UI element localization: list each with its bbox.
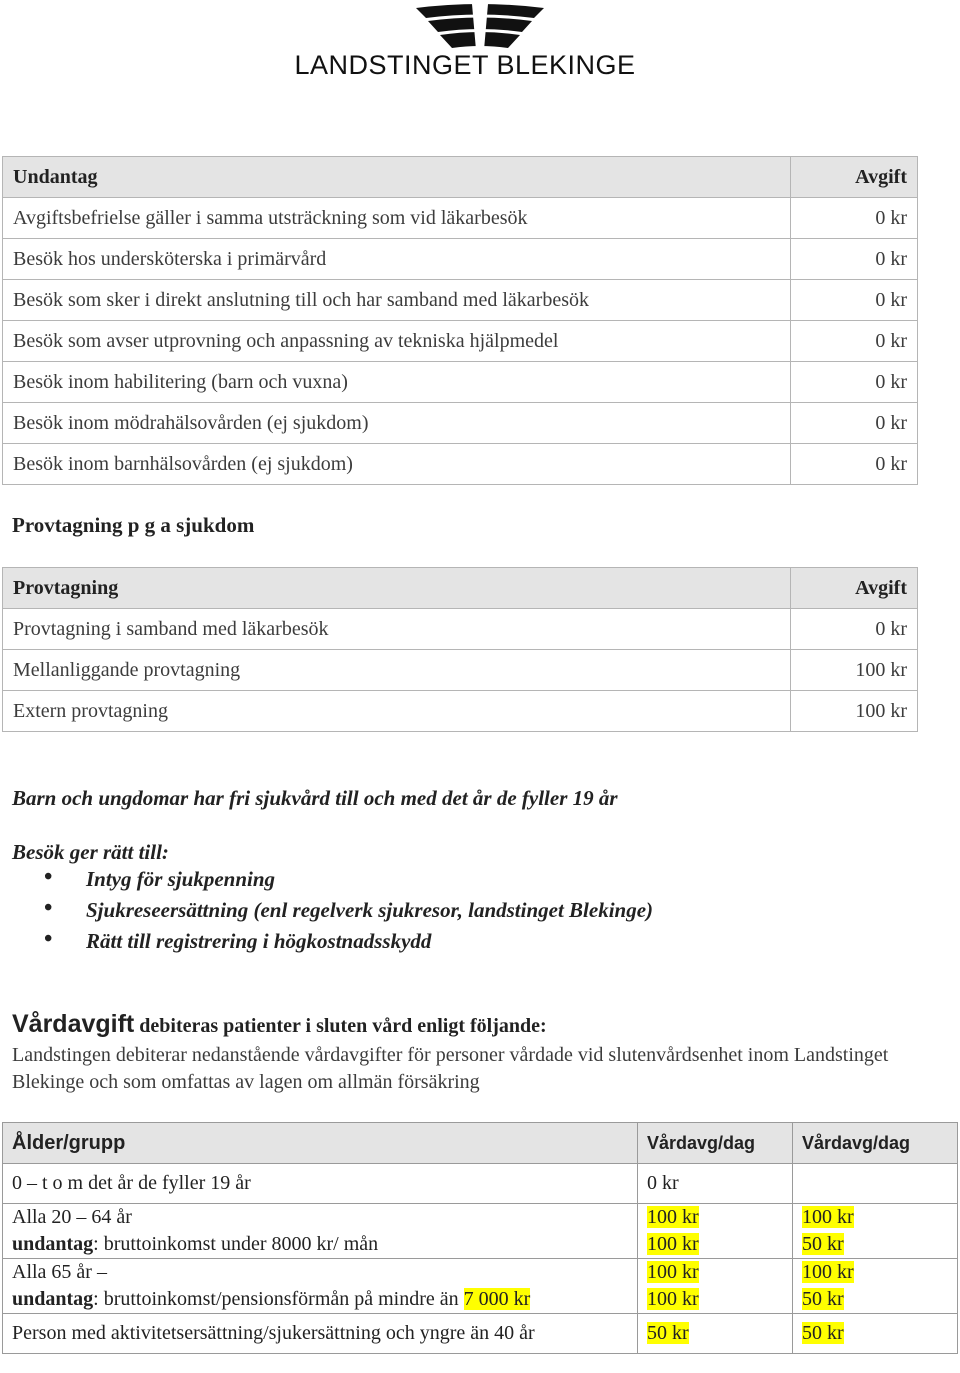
table-header-row <box>3 1123 958 1164</box>
row-label: Besök hos undersköterska i primärvård <box>3 239 791 280</box>
row-fee: 100 kr <box>791 650 918 691</box>
provtagning-table <box>2 567 918 732</box>
vardavgift-table <box>2 1122 958 1354</box>
row-label: Provtagning i samband med läkarbesök <box>3 609 791 650</box>
header-undantag: Undantag <box>3 157 791 198</box>
header-provtagning: Provtagning <box>3 568 791 609</box>
row-fee-2 <box>793 1164 958 1204</box>
row-label: Besök inom mödrahälsovården (ej sjukdom) <box>3 403 791 444</box>
vardavgift-word: Vårdavgift <box>12 1010 135 1038</box>
row-fee: 0 kr <box>791 239 918 280</box>
row-label: Mellanliggande provtagning <box>3 650 791 691</box>
row-fee-2 <box>793 1259 958 1314</box>
fee-highlight: 100 kr <box>802 1206 854 1228</box>
row-label: Avgiftsbefrielse gäller i samma utsträckning som vid läkarbesök <box>3 198 791 239</box>
row-fee: 0 kr <box>791 444 918 485</box>
table-row <box>3 1314 958 1354</box>
row-fee: 0 kr <box>791 280 918 321</box>
row-label: Besök som sker i direkt anslutning till och har samband med läkarbesök <box>3 280 791 321</box>
row-line-2 <box>12 1231 628 1258</box>
header-fee-2: Vårdavg/dag <box>793 1123 958 1164</box>
vardavgift-heading <box>12 1010 547 1039</box>
vardavgift-rest: debiteras patienter i sluten vård enligt följande: <box>134 1015 547 1037</box>
undantag-table <box>2 156 918 485</box>
table-row <box>3 444 918 485</box>
row-label: Extern provtagning <box>3 691 791 732</box>
vardavgift-paragraph: Landstingen debiterar nedanstående vårdavgifter för personer vårdade vid slutenvårdsenhet inom Landstinget Blekinge och som omfattas av lagen om allmän försäkring <box>12 1044 889 1093</box>
row-label: Besök inom habilitering (barn och vuxna) <box>3 362 791 403</box>
table-row <box>3 1259 958 1314</box>
row-line-2-text: : bruttoinkomst under 8000 kr/ mån <box>93 1233 379 1255</box>
table-header-row <box>3 568 918 609</box>
row-fee-1 <box>638 1204 793 1259</box>
row-fee-1 <box>638 1314 793 1354</box>
table-header-row <box>3 157 918 198</box>
fee-highlight: 50 kr <box>802 1322 844 1344</box>
row-label: Besök som avser utprovning och anpassning av tekniska hjälpmedel <box>3 321 791 362</box>
row-line-1: Alla 20 – 64 år <box>12 1206 132 1228</box>
provtagning-heading: Provtagning p g a sjukdom <box>12 513 255 537</box>
logo-text: LANDSTINGET BLEKINGE <box>294 50 636 80</box>
row-fee-1: 0 kr <box>638 1164 793 1204</box>
undantag-label: undantag <box>12 1233 94 1255</box>
row-line-2 <box>12 1286 628 1313</box>
row-fee: 0 kr <box>791 362 918 403</box>
table-row <box>3 1204 958 1259</box>
table-row <box>3 1164 958 1204</box>
header-avgift: Avgift <box>791 568 918 609</box>
list-item: • Intyg för sjukpenning <box>40 867 653 898</box>
amount-highlight: 7 000 kr <box>463 1288 531 1310</box>
fee-highlight: 100 kr <box>647 1288 699 1310</box>
fee-highlight: 50 kr <box>647 1322 689 1344</box>
header-group: Ålder/grupp <box>3 1123 638 1164</box>
row-fee-1 <box>638 1259 793 1314</box>
row-fee: 0 kr <box>791 321 918 362</box>
row-line-2-text: : bruttoinkomst/pensionsförmån på mindre än <box>93 1288 464 1310</box>
row-line-1: Alla 65 år – <box>12 1261 107 1283</box>
table-row <box>3 403 918 444</box>
row-fee: 0 kr <box>791 198 918 239</box>
list-item: • Sjukreseersättning (enl regelverk sjukresor, landstinget Blekinge) <box>40 898 653 929</box>
fee-highlight: 50 kr <box>802 1288 844 1310</box>
header-avgift: Avgift <box>791 157 918 198</box>
table-row <box>3 362 918 403</box>
besok-heading: Besök ger rätt till: <box>12 840 169 864</box>
list-item: • Rätt till registrering i högkostnadsskydd <box>40 929 653 960</box>
undantag-label: undantag <box>12 1288 94 1310</box>
table-row <box>3 239 918 280</box>
row-fee-2 <box>793 1314 958 1354</box>
table-row <box>3 609 918 650</box>
row-label <box>3 1204 638 1259</box>
table-row <box>3 198 918 239</box>
table-row <box>3 691 918 732</box>
fee-highlight: 100 kr <box>647 1261 699 1283</box>
table-row <box>3 321 918 362</box>
fee-highlight: 100 kr <box>802 1261 854 1283</box>
row-fee-2 <box>793 1204 958 1259</box>
header-fee-1: Vårdavg/dag <box>638 1123 793 1164</box>
row-label <box>3 1259 638 1314</box>
row-fee: 0 kr <box>791 403 918 444</box>
fee-highlight: 100 kr <box>647 1206 699 1228</box>
barn-note: Barn och ungdomar har fri sjukvård till och med det år de fyller 19 år <box>12 786 618 810</box>
logo <box>0 0 960 100</box>
table-row <box>3 650 918 691</box>
fee-highlight: 50 kr <box>802 1233 844 1255</box>
row-label: Person med aktivitetsersättning/sjukersättning och yngre än 40 år <box>3 1314 638 1354</box>
row-label: 0 – t o m det år de fyller 19 år <box>3 1164 638 1204</box>
table-row <box>3 280 918 321</box>
fee-highlight: 100 kr <box>647 1233 699 1255</box>
boat-hull-logo-icon <box>414 4 546 50</box>
row-fee: 100 kr <box>791 691 918 732</box>
row-label: Besök inom barnhälsovården (ej sjukdom) <box>3 444 791 485</box>
besok-list <box>40 867 653 960</box>
row-fee: 0 kr <box>791 609 918 650</box>
